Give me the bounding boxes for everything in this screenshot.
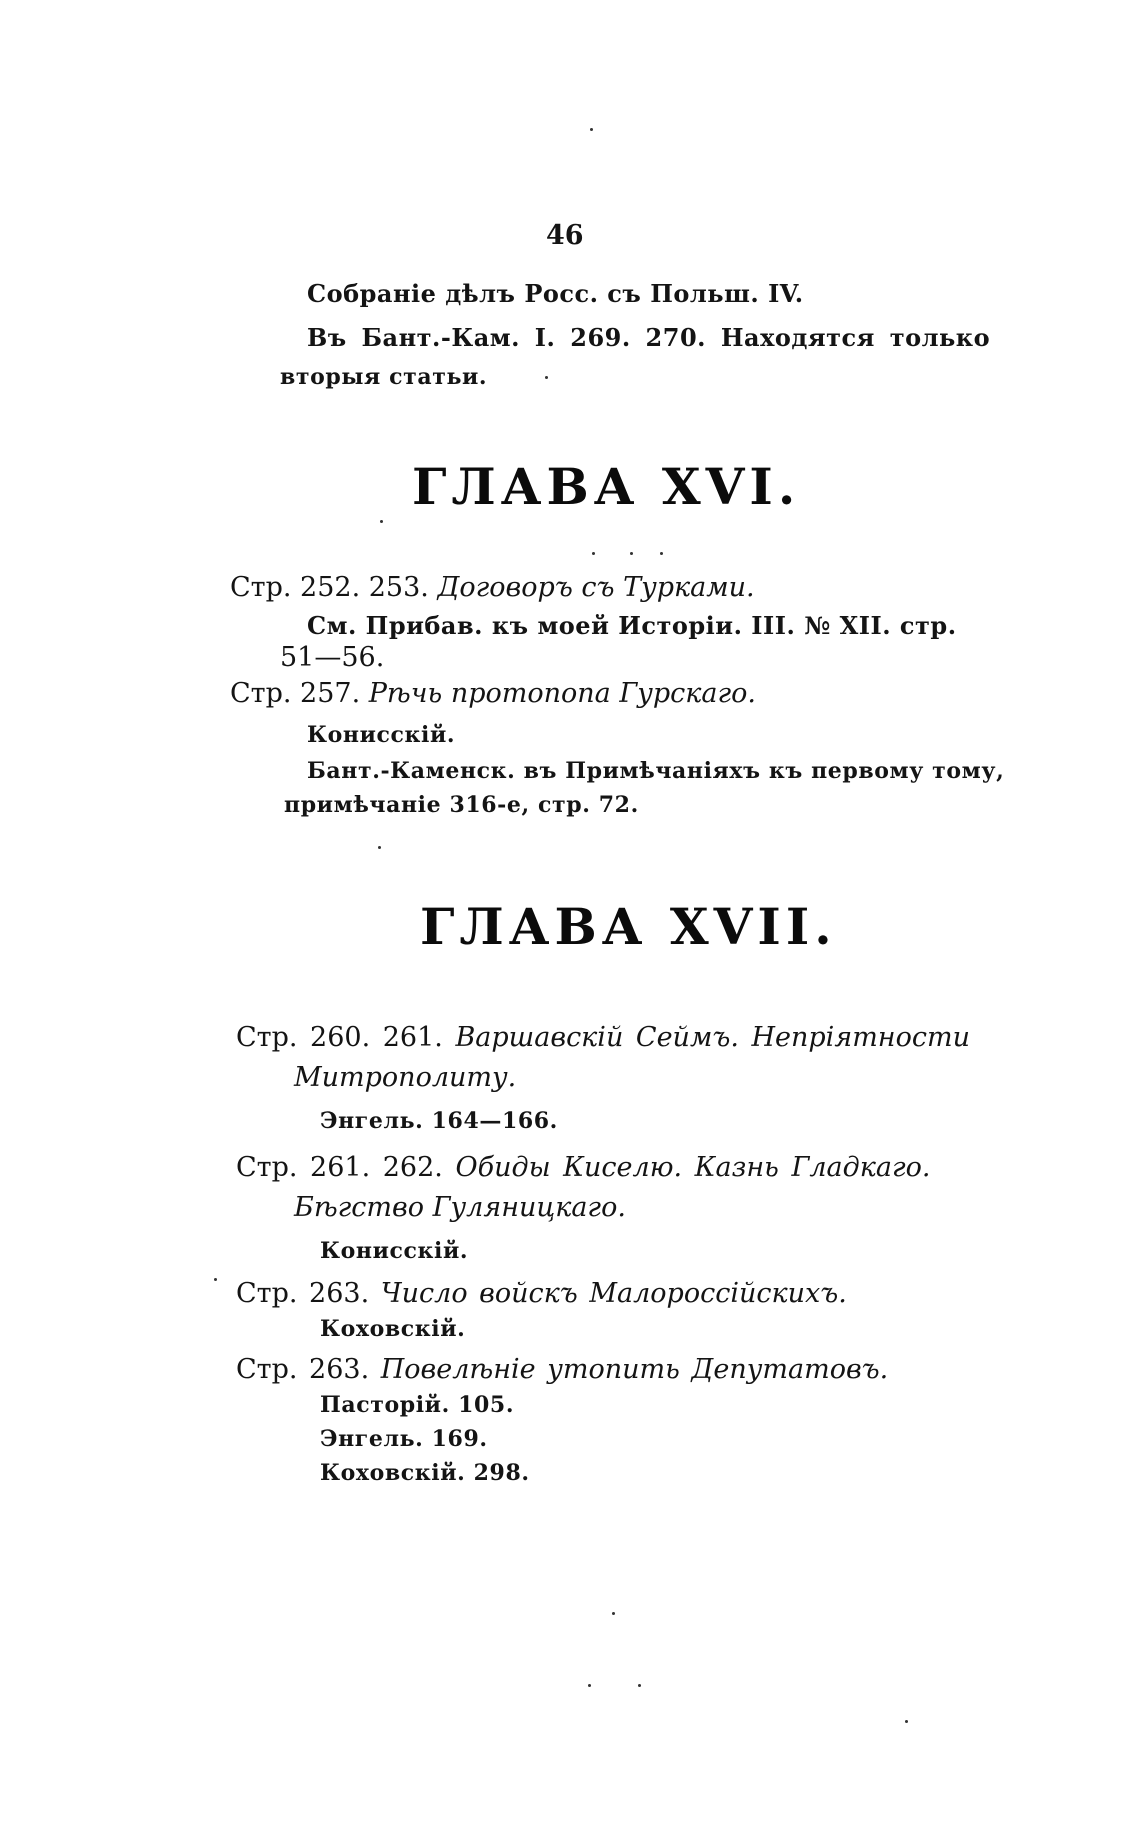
scan-speck <box>588 1684 591 1687</box>
source-line: вторыя статьи. <box>280 364 488 390</box>
reference-line <box>236 1024 970 1051</box>
topic-text: Митрополиту. <box>294 1062 517 1093</box>
page-reference: Стр. 261. 262. <box>236 1152 456 1183</box>
page-reference: Стр. 260. 261. <box>236 1022 456 1053</box>
scan-speck <box>590 128 593 131</box>
scan-speck <box>378 846 381 849</box>
source-line: См. Прибав. къ моей Исторіи. III. № XII. стр. <box>307 611 957 640</box>
scan-speck <box>214 1278 217 1281</box>
reference-line <box>236 1280 847 1307</box>
source-line: Конисскій. <box>307 722 456 748</box>
source-line: Бант.-Каменск. въ Примѣчаніяхъ къ первому тому, <box>307 758 1005 784</box>
topic-text: Договоръ съ Турками. <box>437 572 755 603</box>
topic-text: Варшавскій Сеймъ. Непріятности <box>455 1022 970 1053</box>
topic-text: Число войскъ Малороссійскихъ. <box>380 1278 847 1309</box>
scan-speck <box>660 552 663 555</box>
chapter-heading: ГЛАВА XVII. <box>420 897 837 956</box>
source-line: Собраніе дѣлъ Росс. съ Польш. IV. <box>307 279 804 308</box>
source-line: Коховскій. 298. <box>320 1460 530 1486</box>
scan-speck <box>380 520 383 523</box>
page-reference: Стр. 263. <box>236 1278 381 1309</box>
source-line: Пасторій. 105. <box>320 1392 515 1418</box>
topic-text: Обиды Киселю. Казнь Гладкаго. <box>455 1152 931 1183</box>
source-line: Въ Бант.-Кам. I. 269. 270. Находятся только <box>307 323 991 352</box>
source-line: 51—56. <box>280 642 385 673</box>
source-line: Конисскій. <box>320 1238 469 1264</box>
source-line: примѣчаніе 316-е, стр. 72. <box>284 792 639 818</box>
scan-speck <box>545 376 548 379</box>
topic-text: Рѣчь протопопа Гурскаго. <box>368 678 756 709</box>
page-reference: Стр. 252. 253. <box>230 572 438 603</box>
chapter-heading: ГЛАВА XVI. <box>412 457 801 516</box>
reference-line <box>236 1154 930 1181</box>
page-reference: Стр. 263. <box>236 1354 381 1385</box>
reference-line <box>230 574 755 601</box>
scan-speck <box>592 552 595 555</box>
scan-speck <box>630 552 633 555</box>
source-line: Энгель. 164—166. <box>320 1108 558 1134</box>
source-line: Энгель. 169. <box>320 1426 488 1452</box>
page-reference: Стр. 257. <box>230 678 369 709</box>
source-line: Коховскій. <box>320 1316 466 1342</box>
scan-speck <box>905 1720 908 1723</box>
scan-speck <box>612 1612 615 1615</box>
reference-line <box>230 680 756 707</box>
scan-speck <box>638 1684 641 1687</box>
topic-text: Бѣгство Гуляницкаго. <box>294 1192 626 1223</box>
page-number: 46 <box>546 220 584 251</box>
reference-line <box>236 1356 888 1383</box>
topic-text: Повелѣніе утопить Депутатовъ. <box>380 1354 889 1385</box>
